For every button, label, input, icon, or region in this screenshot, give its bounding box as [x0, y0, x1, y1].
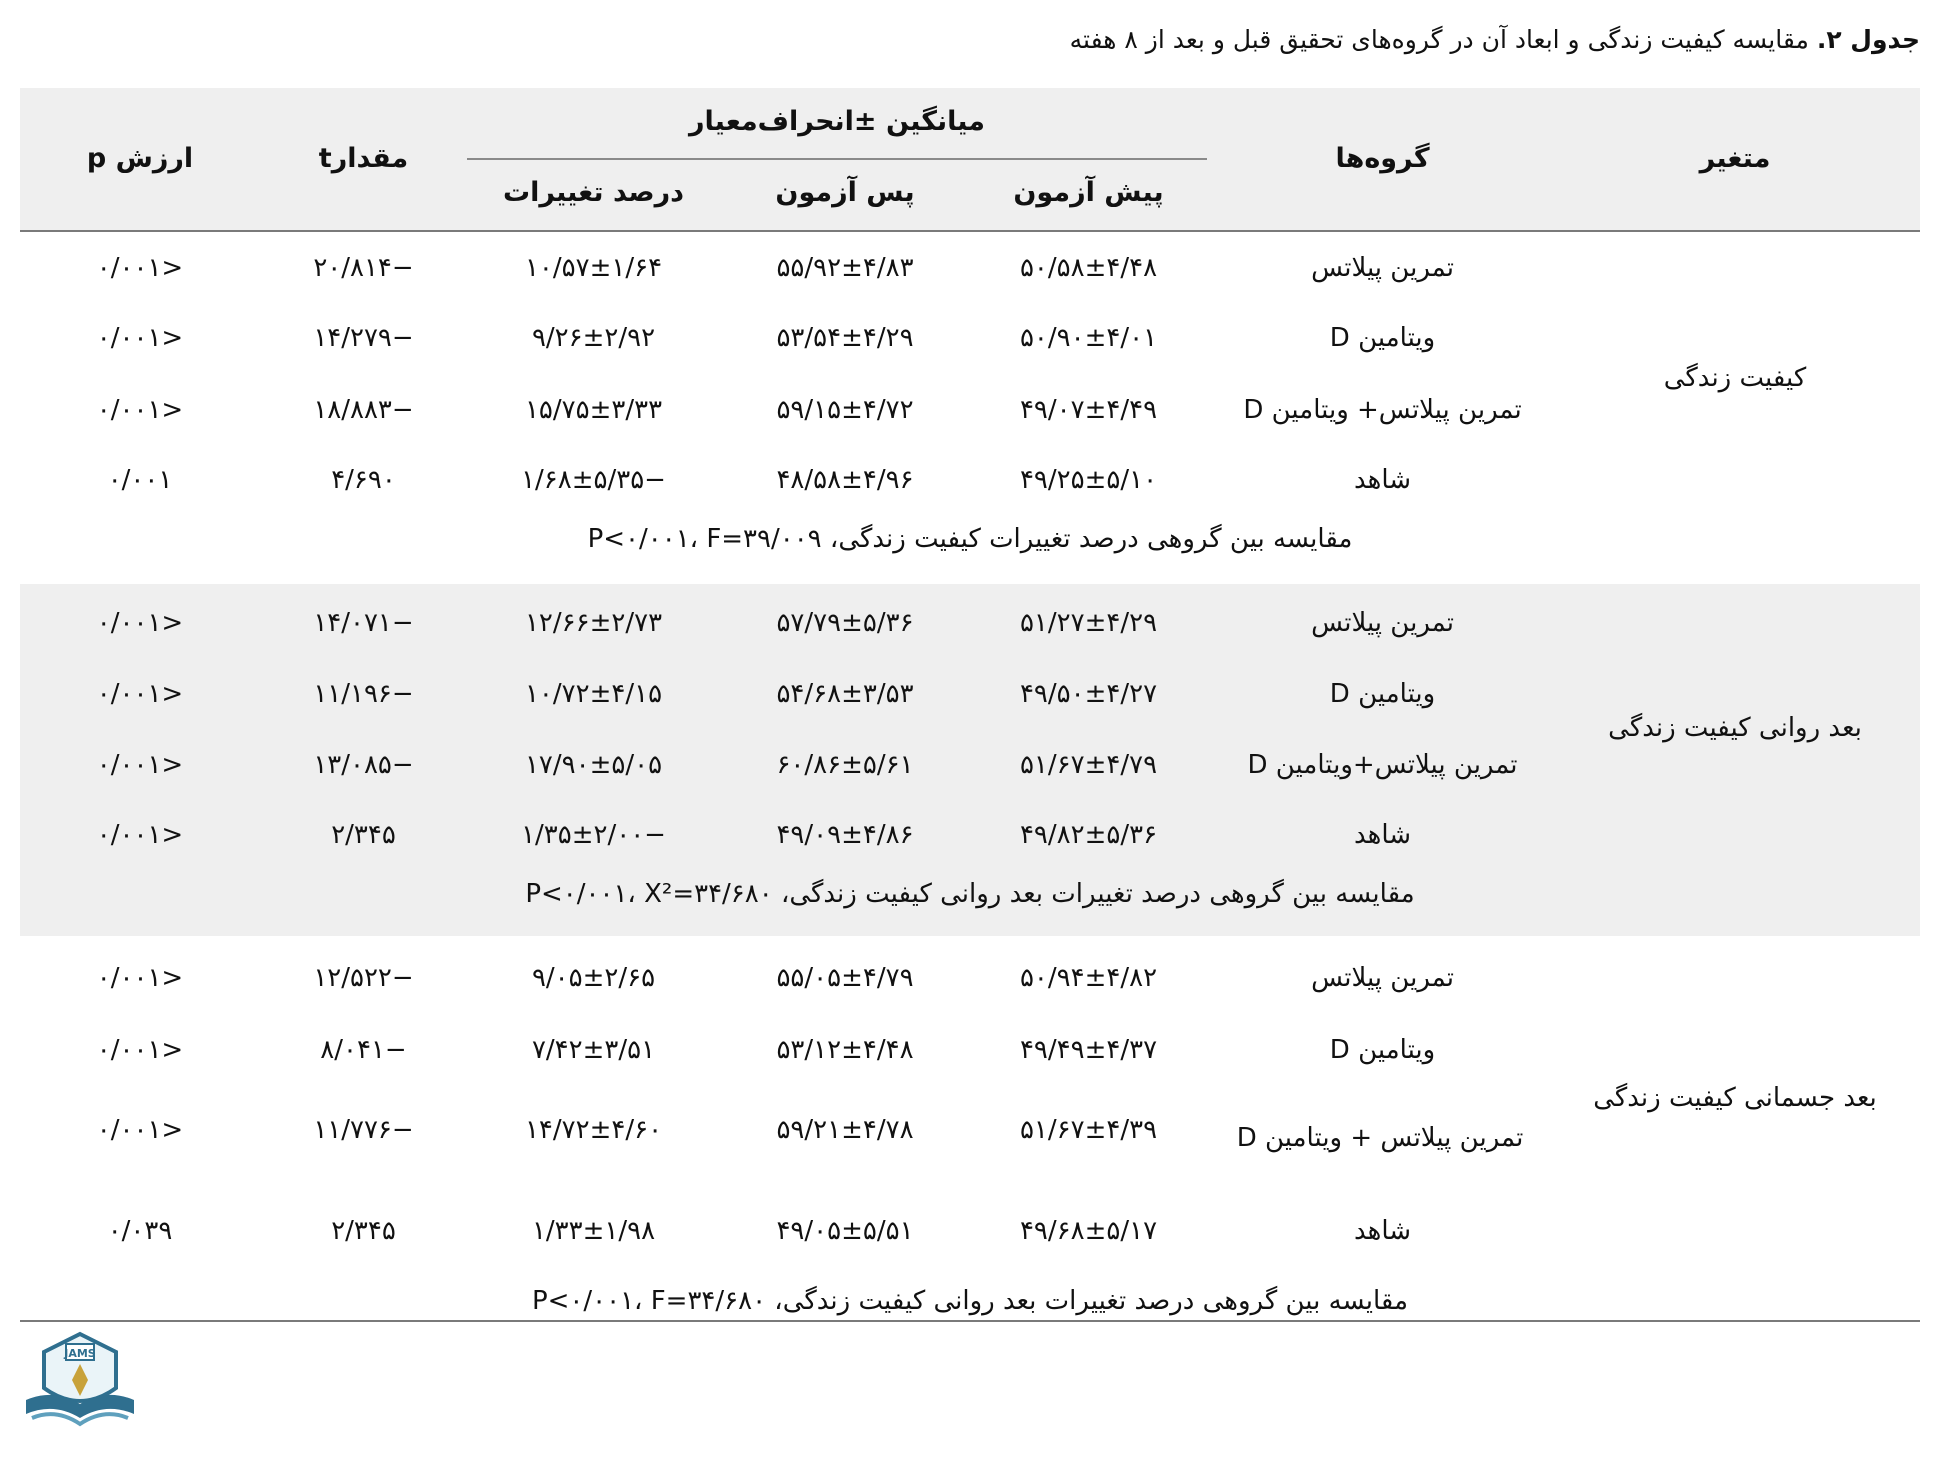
posttest-cell: ۵۵/۰۵±۴/۷۹	[776, 963, 914, 993]
header-mean-sd: میانگین ±انحراف‌معیار	[689, 106, 985, 137]
posttest-cell: ۵۷/۷۹±۵/۳۶	[776, 608, 914, 638]
section-note: مقایسه بین گروهی درصد تغییرات کیفیت زندگی، P<۰/۰۰۱، F=۳۹/۰۰۹	[587, 524, 1353, 554]
section-variable: بعد جسمانی کیفیت زندگی	[1593, 1083, 1877, 1113]
pretest-cell: ۴۹/۵۰±۴/۲۷	[1019, 679, 1158, 709]
posttest-cell: ۴۸/۵۸±۴/۹۶	[776, 465, 914, 495]
table-bottom-rule	[20, 1320, 1920, 1322]
p-cell: <۰/۰۰۱	[96, 820, 184, 850]
group-cell: تمرین پیلاتس+ویتامین D	[1247, 750, 1518, 780]
group-cell: تمرین پیلاتس	[1311, 253, 1454, 283]
p-cell: <۰/۰۰۱	[96, 963, 184, 993]
change-cell: ۱۲/۶۶±۲/۷۳	[524, 608, 663, 638]
section-note: مقایسه بین گروهی درصد تغییرات بعد روانی کیفیت زندگی، P<۰/۰۰۱، F=۳۴/۶۸۰	[531, 1286, 1409, 1316]
pretest-cell: ۵۰/۵۸±۴/۴۸	[1019, 253, 1158, 283]
t-cell: ۲/۳۴۵	[331, 1216, 396, 1246]
group-cell: تمرین پیلاتس	[1311, 963, 1454, 993]
p-cell: <۰/۰۰۱	[96, 1115, 184, 1145]
pretest-cell: ۵۰/۹۴±۴/۸۲	[1019, 963, 1158, 993]
logo-icon	[18, 1330, 142, 1432]
group-cell: ویتامین D	[1329, 1035, 1436, 1065]
section-variable: بعد روانی کیفیت زندگی	[1608, 713, 1862, 743]
group-cell: تمرین پیلاتس+ ویتامین D	[1243, 395, 1522, 425]
p-cell: <۰/۰۰۱	[96, 323, 184, 353]
header-subrule	[467, 158, 1207, 160]
t-cell: −۱۲/۵۲۲	[313, 963, 414, 993]
group-cell: شاهد	[1353, 820, 1412, 850]
group-cell: شاهد	[1353, 465, 1412, 495]
header-p-value: ارزش p	[86, 143, 194, 174]
change-cell: ۱۷/۹۰±۵/۰۵	[524, 750, 663, 780]
posttest-cell: ۴۹/۰۹±۴/۸۶	[776, 820, 914, 850]
change-cell: −۱/۶۸±۵/۳۵	[521, 465, 666, 495]
pretest-cell: ۵۱/۲۷±۴/۲۹	[1019, 608, 1158, 638]
header-pretest: پیش آزمون	[1013, 177, 1164, 208]
change-cell: ۱۰/۵۷±۱/۶۴	[524, 253, 663, 283]
posttest-cell: ۶۰/۸۶±۵/۶۱	[776, 750, 914, 780]
t-cell: −۱۳/۰۸۵	[313, 750, 414, 780]
p-cell: <۰/۰۰۱	[96, 608, 184, 638]
posttest-cell: ۵۹/۱۵±۴/۷۲	[776, 395, 914, 425]
pretest-cell: ۴۹/۴۹±۴/۳۷	[1019, 1035, 1158, 1065]
pretest-cell: ۴۹/۶۸±۵/۱۷	[1019, 1216, 1158, 1246]
header-bottom-rule	[20, 230, 1920, 232]
posttest-cell: ۵۹/۲۱±۴/۷۸	[776, 1115, 914, 1145]
p-cell: <۰/۰۰۱	[96, 679, 184, 709]
group-cell: ویتامین D	[1329, 679, 1436, 709]
pretest-cell: ۵۱/۶۷±۴/۳۹	[1019, 1115, 1158, 1145]
t-cell: −۱۴/۰۷۱	[313, 608, 414, 638]
posttest-cell: ۵۵/۹۲±۴/۸۳	[776, 253, 914, 283]
posttest-cell: ۴۹/۰۵±۵/۵۱	[776, 1216, 914, 1246]
header-t-value: مقدارt	[318, 143, 409, 174]
table-header	[20, 88, 1920, 230]
change-cell: ۷/۴۲±۳/۵۱	[531, 1035, 656, 1065]
t-cell: −۱۴/۲۷۹	[313, 323, 414, 353]
t-cell: ۲/۳۴۵	[331, 820, 396, 850]
change-cell: −۱/۳۵±۲/۰۰	[521, 820, 666, 850]
header-variable: متغیر	[1699, 143, 1771, 174]
posttest-cell: ۵۳/۵۴±۴/۲۹	[776, 323, 914, 353]
t-cell: ۴/۶۹۰	[331, 465, 396, 495]
pretest-cell: ۴۹/۰۷±۴/۴۹	[1019, 395, 1158, 425]
change-cell: ۱۴/۷۲±۴/۶۰	[524, 1115, 663, 1145]
p-cell: <۰/۰۰۱	[96, 395, 184, 425]
p-cell: ۰/۰۰۱	[107, 465, 173, 495]
change-cell: ۹/۲۶±۲/۹۲	[531, 323, 656, 353]
group-cell: شاهد	[1353, 1216, 1412, 1246]
caption-text: مقایسه کیفیت زندگی و ابعاد آن در گروه‌های تحقیق قبل و بعد از ۸ هفته	[1069, 25, 1809, 54]
header-change-percent: درصد تغییرات	[502, 177, 685, 208]
jams-logo	[18, 1330, 142, 1432]
change-cell: ۹/۰۵±۲/۶۵	[531, 963, 656, 993]
table-caption	[20, 22, 1920, 58]
pretest-cell: ۴۹/۸۲±۵/۳۶	[1019, 820, 1158, 850]
header-posttest: پس آزمون	[775, 177, 915, 208]
section-variable: کیفیت زندگی	[1663, 363, 1807, 393]
section-note: مقایسه بین گروهی درصد تغییرات بعد روانی کیفیت زندگی، P<۰/۰۰۱، X²=۳۴/۶۸۰	[525, 879, 1415, 909]
t-cell: −۱۱/۷۷۶	[313, 1115, 414, 1145]
pretest-cell: ۵۰/۹۰±۴/۰۱	[1019, 323, 1158, 353]
change-cell: ۱/۳۳±۱/۹۸	[531, 1216, 656, 1246]
p-cell: <۰/۰۰۱	[96, 1035, 184, 1065]
caption-label: جدول ۲.	[1816, 25, 1920, 54]
p-cell: ۰/۰۳۹	[107, 1216, 173, 1246]
t-cell: −۱۸/۸۸۳	[313, 395, 414, 425]
group-cell: تمرین پیلاتس	[1311, 608, 1454, 638]
change-cell: ۱۰/۷۲±۴/۱۵	[524, 679, 663, 709]
header-groups: گروه‌ها	[1335, 143, 1430, 174]
t-cell: −۸/۰۴۱	[320, 1035, 407, 1065]
pretest-cell: ۴۹/۲۵±۵/۱۰	[1019, 465, 1158, 495]
svg-text:JAMS: JAMS	[64, 1347, 96, 1360]
p-cell: <۰/۰۰۱	[96, 253, 184, 283]
group-cell: ویتامین D	[1329, 323, 1436, 353]
group-cell: تمرین پیلاتس + ویتامین D	[1236, 1123, 1524, 1153]
posttest-cell: ۵۳/۱۲±۴/۴۸	[776, 1035, 914, 1065]
t-cell: −۱۱/۱۹۶	[313, 679, 414, 709]
t-cell: −۲۰/۸۱۴	[313, 253, 414, 283]
change-cell: ۱۵/۷۵±۳/۳۳	[524, 395, 663, 425]
p-cell: <۰/۰۰۱	[96, 750, 184, 780]
posttest-cell: ۵۴/۶۸±۳/۵۳	[776, 679, 914, 709]
pretest-cell: ۵۱/۶۷±۴/۷۹	[1019, 750, 1158, 780]
